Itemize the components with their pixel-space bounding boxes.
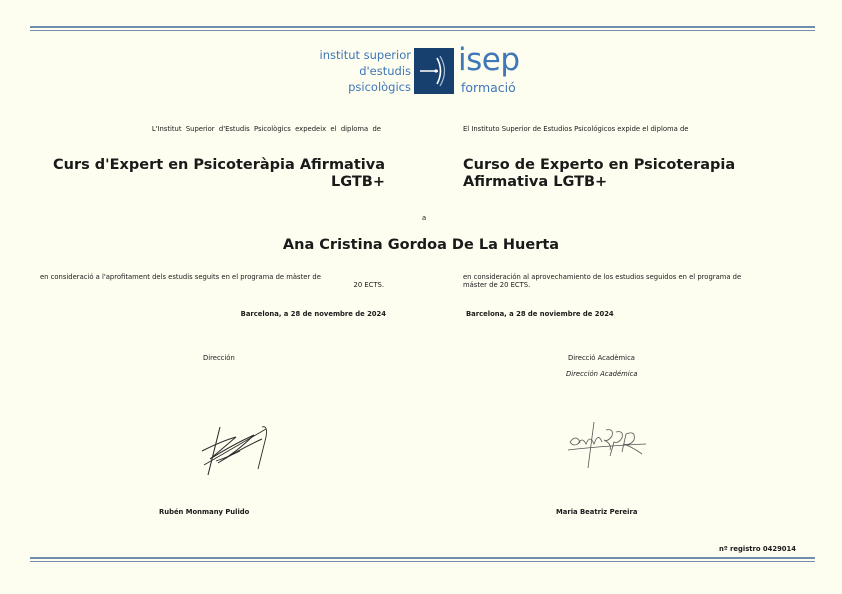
logo-line-1: institut superior [319,48,411,62]
logo-subbrand: formació [461,80,516,95]
connector-text: a [422,214,427,222]
logo-mark-icon [414,48,454,94]
course-title-spanish [463,157,783,191]
top-border [30,26,815,31]
signatory-left-name: Rubén Monmany Pulido [159,508,250,516]
date-catalan: Barcelona, a 28 de novembre de 2024 [240,310,386,318]
consideration-spanish-line-1: en consideración al aprovechamiento de los estudios seguidos en el programa de [463,273,742,281]
consideration-catalan-line-1: en consideració a l'aprofitament dels estudis seguits en el programa de màster de [40,273,321,281]
intro-spanish: El Instituto Superior de Estudios Psicológicos expide el diploma de [463,125,689,133]
signatory-right-role-spanish: Dirección Académica [566,370,638,378]
logo-institution-text [300,47,411,95]
course-title-catalan-line-2: LGTB+ [331,174,385,190]
signatory-left-role: Dirección [203,354,235,362]
consideration-spanish [463,273,803,289]
consideration-catalan [40,273,384,289]
course-title-catalan-line-1: Curs d'Expert en Psicoteràpia Afirmativa [53,157,385,173]
date-spanish: Barcelona, a 28 de noviembre de 2024 [466,310,614,318]
registry-number: nº registro 0429014 [719,545,796,553]
signature-right-icon [560,420,656,478]
consideration-catalan-line-2: 20 ECTS. [353,281,384,289]
course-title-spanish-line-1: Curso de Experto en Psicoterapia [463,157,736,173]
intro-catalan: L'Institut Superior d'Estudis Psicològics expedeix el diploma de [151,125,381,133]
signature-left-icon [192,415,274,487]
logo-line-3: psicològics [348,80,411,94]
bottom-border [30,557,815,562]
signatory-right-role: Direcció Acadèmica [568,354,635,362]
recipient-name: Ana Cristina Gordoa De La Huerta [282,237,560,253]
course-title-catalan [25,157,385,191]
signatory-right-name: Maria Beatriz Pereira [556,508,638,516]
consideration-spanish-line-2: máster de 20 ECTS. [463,281,531,289]
logo-line-2: d'estudis [359,64,411,78]
logo-brand: isep [458,42,520,78]
course-title-spanish-line-2: Afirmativa LGTB+ [463,174,608,190]
